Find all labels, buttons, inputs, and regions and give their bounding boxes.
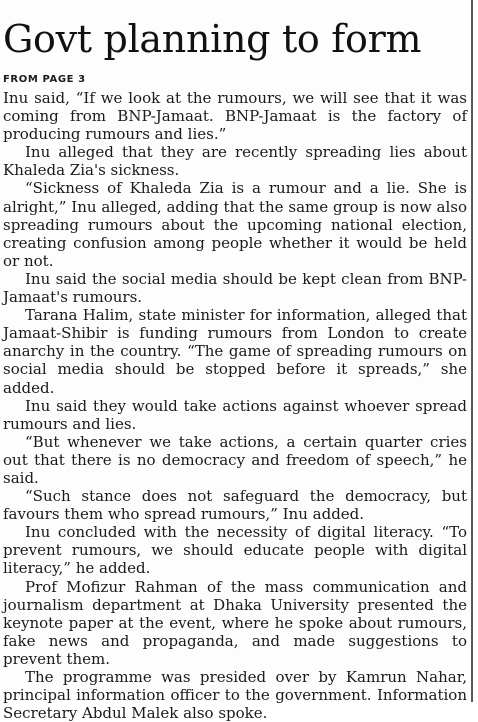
continued-from-label: FROM PAGE 3: [3, 74, 86, 85]
paragraph: Inu said, “If we look at the rumours, we will see that it was coming from BNP-Jamaat. BNP-Jamaat is the factory of producing rumours and lies.”: [3, 89, 467, 144]
paragraph: Inu said the social media should be kept clean from BNP-Jamaat's rumours.: [3, 269, 467, 307]
paragraph: Inu concluded with the necessity of digital literacy. “To prevent rumours, we should educate people with digital literacy,” he added.: [3, 523, 467, 578]
paragraph: Prof Mofizur Rahman of the mass communication and journalism department at Dhaka University presented the keynote paper at the event, where he spoke about rumours, fake news and propaganda, and made suggestions to prevent them.: [3, 577, 467, 668]
paragraph: Inu said they would take actions against whoever spread rumours and lies.: [3, 396, 467, 433]
article-column: [3, 0, 467, 722]
article-body: [3, 89, 467, 722]
paragraph: “Sickness of Khaleda Zia is a rumour and a lie. She is alright,” Inu alleged, adding that the same group is now also spreading rumours about the upcoming national election, creating confusion among people whether it would be held or not.: [3, 179, 467, 270]
column-divider: [471, 0, 473, 702]
paragraph: “But whenever we take actions, a certain quarter cries out that there is no democracy and freedom of speech,” he said.: [3, 432, 467, 487]
paragraph: The programme was presided over by Kamrun Nahar, principal information officer to the government. Information Secretary Abdul Malek also spoke.: [3, 668, 467, 722]
paragraph: “Such stance does not safeguard the democracy, but favours them who spread rumours,” Inu added.: [3, 487, 467, 524]
headline: Govt planning to form: [3, 17, 422, 61]
paragraph: Inu alleged that they are recently spreading lies about Khaleda Zia's sickness.: [3, 143, 467, 180]
paragraph: Tarana Halim, state minister for information, alleged that Jamaat-Shibir is funding rumours from London to create anarchy in the country. “The game of spreading rumours on social media should be stopped before it spreads,” she added.: [3, 306, 467, 397]
